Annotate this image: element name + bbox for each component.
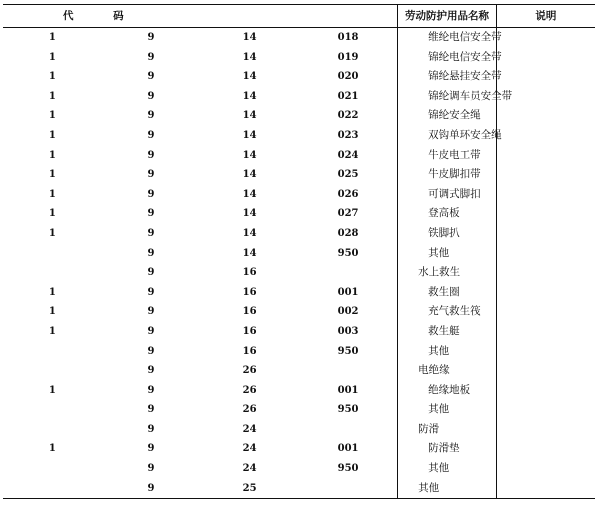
- item-note: [496, 185, 595, 205]
- code-level-2: 9: [147, 51, 155, 63]
- table-row: [3, 48, 595, 68]
- code-level-1: 1: [48, 169, 56, 181]
- code-level-3: 14: [242, 208, 257, 220]
- code-level-3: 26: [242, 404, 257, 416]
- item-note: [496, 224, 595, 244]
- table-row: [3, 165, 595, 185]
- item-name: 充气救生筏: [398, 302, 497, 322]
- item-name: 锦纶电信安全带: [398, 48, 497, 68]
- item-name: 双钩单环安全绳: [398, 126, 497, 146]
- code-level-4: 024: [299, 146, 398, 166]
- table-row: [3, 361, 595, 381]
- code-level-2: 9: [147, 365, 155, 377]
- table-row: [3, 439, 595, 459]
- table-row: [3, 263, 595, 283]
- code-level-1: 1: [48, 384, 56, 396]
- code-level-2: 9: [147, 267, 155, 279]
- table-row: [3, 479, 595, 499]
- code-level-3: 26: [242, 365, 257, 377]
- item-name: 维纶电信安全带: [398, 28, 497, 48]
- code-level-3: 16: [242, 306, 257, 318]
- code-level-1: [3, 361, 102, 381]
- item-name: 可调式脚扣: [398, 185, 497, 205]
- code-level-4: [299, 361, 398, 381]
- code-level-3: 16: [242, 325, 257, 337]
- code-level-3: 14: [242, 51, 257, 63]
- item-note: [496, 263, 595, 283]
- code-level-1: 1: [48, 51, 56, 63]
- code-level-3: 14: [242, 32, 257, 43]
- table-row: [3, 400, 595, 420]
- item-name: 其他: [398, 459, 497, 479]
- code-level-2: 9: [147, 169, 155, 181]
- code-level-3: 25: [200, 479, 299, 499]
- item-name: 铁脚扒: [398, 224, 497, 244]
- item-name: 其他: [398, 479, 497, 499]
- code-level-3: 14: [242, 129, 257, 141]
- code-level-1: 1: [48, 71, 56, 83]
- code-level-2: 9: [147, 188, 155, 200]
- code-level-2: 9: [147, 71, 155, 83]
- code-level-4: 019: [299, 48, 398, 68]
- code-level-2: 9: [147, 325, 155, 337]
- code-level-3: 14: [242, 227, 257, 239]
- code-level-1: [3, 263, 102, 283]
- item-name: 锦纶调车员安全带: [398, 87, 497, 107]
- code-level-2: 9: [147, 345, 155, 357]
- code-level-2: 9: [147, 227, 155, 239]
- table-row: [3, 224, 595, 244]
- item-note: [496, 479, 595, 499]
- code-level-4: 018: [299, 28, 398, 48]
- code-level-3: 16: [242, 286, 257, 298]
- code-level-2: 9: [147, 463, 155, 475]
- code-level-4: 950: [299, 459, 398, 479]
- code-level-3: 24: [242, 463, 257, 475]
- item-name: 救生艇: [398, 322, 497, 342]
- item-note: [496, 420, 595, 440]
- code-level-1: 1: [48, 32, 56, 43]
- table-row: [3, 244, 595, 264]
- code-level-4: 026: [299, 185, 398, 205]
- code-level-1: 1: [48, 129, 56, 141]
- code-level-4: [299, 479, 398, 499]
- code-level-3: 16: [242, 267, 257, 279]
- code-level-3: 14: [242, 110, 257, 122]
- item-name: 其他: [398, 400, 497, 420]
- code-level-2: 9: [147, 247, 155, 259]
- table-row: [3, 420, 595, 440]
- code-level-3: 14: [242, 90, 257, 102]
- item-note: [496, 302, 595, 322]
- code-level-1: 1: [48, 325, 56, 337]
- code-level-3: 14: [242, 71, 257, 83]
- item-note: [496, 322, 595, 342]
- code-level-1: [3, 244, 102, 264]
- code-level-1: 1: [48, 443, 56, 455]
- item-name: 其他: [398, 342, 497, 362]
- code-level-3: 14: [242, 247, 257, 259]
- code-level-2: 9: [147, 306, 155, 318]
- code-level-2: 9: [147, 404, 155, 416]
- code-level-1: 1: [48, 227, 56, 239]
- item-note: [496, 126, 595, 146]
- code-level-4: 003: [299, 322, 398, 342]
- code-level-4: 025: [299, 165, 398, 185]
- header-note: 说明: [496, 5, 595, 28]
- code-level-4: 023: [299, 126, 398, 146]
- code-level-4: 950: [299, 400, 398, 420]
- code-level-3: 14: [242, 149, 257, 161]
- table-row: [3, 342, 595, 362]
- code-level-1: 1: [48, 188, 56, 200]
- code-level-1: 1: [48, 306, 56, 318]
- code-level-1: 1: [48, 286, 56, 298]
- item-name: 登高板: [398, 204, 497, 224]
- table-row: [3, 322, 595, 342]
- table-header-row: [3, 5, 595, 28]
- header-code: 代 码: [3, 5, 398, 28]
- item-note: [496, 106, 595, 126]
- item-note: [496, 283, 595, 303]
- item-note: [496, 28, 595, 48]
- code-level-4: 020: [299, 67, 398, 87]
- item-name: 电绝缘: [398, 361, 497, 381]
- item-note: [496, 146, 595, 166]
- code-level-4: 022: [299, 106, 398, 126]
- code-level-4: 001: [299, 283, 398, 303]
- table-row: [3, 146, 595, 166]
- code-level-4: [299, 263, 398, 283]
- table-body: [3, 28, 595, 499]
- item-note: [496, 67, 595, 87]
- item-note: [496, 342, 595, 362]
- code-level-4: [299, 420, 398, 440]
- code-level-4: 028: [299, 224, 398, 244]
- code-level-2: 9: [147, 129, 155, 141]
- item-note: [496, 439, 595, 459]
- code-level-2: 9: [147, 384, 155, 396]
- item-name: 牛皮电工带: [398, 146, 497, 166]
- code-level-4: 002: [299, 302, 398, 322]
- item-name: 其他: [398, 244, 497, 264]
- item-note: [496, 244, 595, 264]
- ppe-code-table-page: [3, 4, 595, 499]
- code-level-2: 9: [147, 208, 155, 220]
- code-level-4: 001: [299, 381, 398, 401]
- item-name: 牛皮脚扣带: [398, 165, 497, 185]
- code-level-3: 14: [242, 169, 257, 181]
- code-level-2: 9: [147, 149, 155, 161]
- code-level-4: 950: [299, 342, 398, 362]
- table-row: [3, 204, 595, 224]
- item-name: 防滑垫: [398, 439, 497, 459]
- table-row: [3, 67, 595, 87]
- code-level-1: [3, 459, 102, 479]
- code-level-2: 9: [147, 286, 155, 298]
- table-row: [3, 185, 595, 205]
- item-note: [496, 48, 595, 68]
- code-level-3: 16: [242, 345, 257, 357]
- code-level-1: 1: [48, 90, 56, 102]
- code-level-4: 950: [299, 244, 398, 264]
- item-note: [496, 361, 595, 381]
- code-level-2: 9: [147, 90, 155, 102]
- table-row: [3, 459, 595, 479]
- code-level-1: [3, 400, 102, 420]
- item-note: [496, 459, 595, 479]
- header-name: 劳动防护用品名称: [398, 5, 497, 28]
- item-name: 锦纶安全绳: [398, 106, 497, 126]
- item-note: [496, 400, 595, 420]
- code-level-1: 1: [48, 208, 56, 220]
- code-level-1: [3, 420, 102, 440]
- table-row: [3, 283, 595, 303]
- table-row: [3, 302, 595, 322]
- code-level-3: 26: [242, 384, 257, 396]
- code-level-1: 1: [48, 110, 56, 122]
- table-row: [3, 126, 595, 146]
- item-note: [496, 381, 595, 401]
- table-row: [3, 87, 595, 107]
- code-level-3: 14: [242, 188, 257, 200]
- code-level-4: 027: [299, 204, 398, 224]
- table-row: [3, 28, 595, 48]
- ppe-code-table: [3, 4, 595, 499]
- table-row: [3, 106, 595, 126]
- code-level-4: 021: [299, 87, 398, 107]
- code-level-3: 24: [242, 423, 257, 435]
- code-level-1: 1: [48, 149, 56, 161]
- item-name: 防滑: [398, 420, 497, 440]
- table-row: [3, 381, 595, 401]
- item-name: 锦纶悬挂安全带: [398, 67, 497, 87]
- code-level-2: 9: [102, 479, 201, 499]
- code-level-3: 24: [242, 443, 257, 455]
- item-name: 绝缘地板: [398, 381, 497, 401]
- code-level-1: [3, 479, 102, 499]
- code-level-1: [3, 342, 102, 362]
- code-level-4: 001: [299, 439, 398, 459]
- item-name: 水上救生: [398, 263, 497, 283]
- code-level-2: 9: [147, 32, 155, 43]
- code-level-2: 9: [147, 110, 155, 122]
- item-note: [496, 165, 595, 185]
- item-name: 救生圈: [398, 283, 497, 303]
- code-level-2: 9: [147, 443, 155, 455]
- item-note: [496, 204, 595, 224]
- code-level-2: 9: [147, 423, 155, 435]
